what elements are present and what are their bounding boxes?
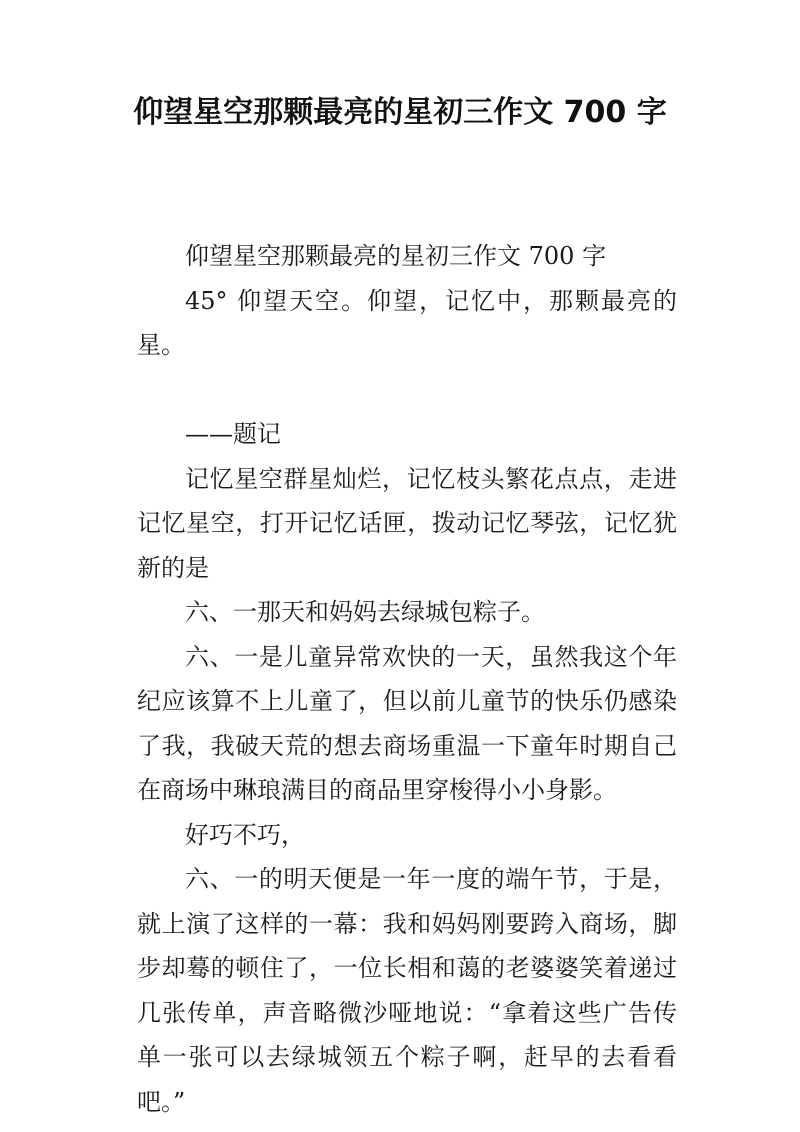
paragraph-heading-repeat: 仰望星空那颗最亮的星初三作文 700 字	[185, 242, 607, 270]
paragraph-opening-line: 45° 仰望天空。仰望，记忆中，那颗最亮的星。	[137, 286, 677, 359]
paragraph-epigraph-source: ——题记	[185, 420, 281, 448]
paragraph-zongzi: 六、一那天和妈妈去绿城包粽子。	[185, 598, 545, 626]
document-body	[137, 234, 677, 1124]
paragraph-coincidence: 好巧不巧，	[185, 820, 305, 849]
paragraph-childrens-day: 六、一是儿童异常欢快的一天，虽然我这个年纪应该算不上儿童了，但以前儿童节的快乐仍感染了我，我破天荒的想去商场重温一下童年时期自己在商场中琳琅满目的商品里穿梭得小小身影。	[137, 642, 677, 804]
paragraph-memory: 记忆星空群星灿烂，记忆枝头繁花点点，走进记忆星空，打开记忆话匣，拨动记忆琴弦，记忆犹新的是	[137, 464, 677, 582]
document-title: 仰望星空那颗最亮的星初三作文 700 字	[133, 95, 667, 130]
paragraph-dragon-boat: 六、一的明天便是一年一度的端午节，于是，就上演了这样的一幕：我和妈妈刚要跨入商场，脚步却蓦的顿住了，一位长相和蔼的老婆婆笑着递过几张传单，声音略微沙哑地说：“拿着这些广告传单一张可以去绿城领五个粽子啊，赶早的去看看吧。”	[137, 865, 677, 1116]
